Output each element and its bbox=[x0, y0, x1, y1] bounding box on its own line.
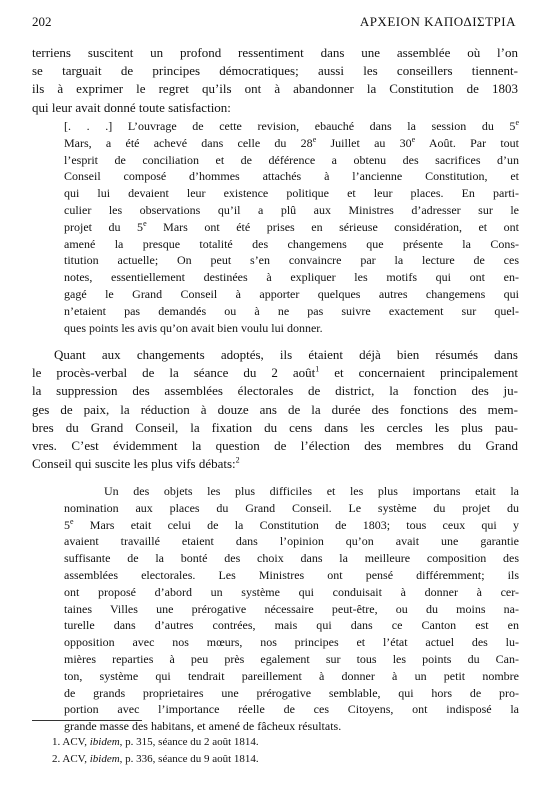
body-paragraph bbox=[32, 346, 518, 473]
text-line: ils à exprimer le regret qu’ils ont à abandonner la Constitution de 1803 bbox=[32, 81, 518, 97]
footnote-ref-2: 2 bbox=[235, 455, 240, 465]
page-header bbox=[32, 14, 516, 32]
text-line: amené la presque totalité des changemens que présente la Cons- bbox=[64, 236, 519, 251]
text-line: projet du 5e Mars ont été prises en sérieuse considération, et ont bbox=[64, 218, 519, 234]
text-line: terriens suscitent un profond ressentiment dans une assemblée où l’on bbox=[32, 45, 518, 60]
page-number: 202 bbox=[32, 14, 52, 29]
text-line: titution actuelle; On peut s’en convaincre par la lecture de ces bbox=[64, 253, 519, 268]
text-line: portion avec l’importance réelle de ces Citoyens, ont indisposé la bbox=[64, 702, 519, 717]
text-line: grande masse des habitans, et amené de fâcheux résultats. bbox=[64, 719, 342, 734]
text-line: Conseil qui suscite les plus vifs débats:$^2$ bbox=[32, 455, 240, 472]
text-line: turelle dans d’autres contrées, mais qui dans ce Canton est en bbox=[64, 618, 519, 633]
text-line: notes, essentiellement destinées à expliquer les motifs qui ont en- bbox=[64, 270, 519, 285]
text-line: Quant aux changements adoptés, ils étaient déjà bien résumés dans bbox=[54, 347, 518, 362]
text-line: taines Villes une prérogative nécessaire peut-être, ou du moins na- bbox=[64, 601, 519, 616]
footnote-ref-1: 1 bbox=[315, 364, 320, 374]
text-line: ton, système qui tendrait pareillement à donner à un petit nombre bbox=[64, 668, 519, 683]
text-line: culier les observations qu’il a plû aux Ministres d’adresser sur le bbox=[64, 202, 519, 217]
text-line: gagé le Grand Conseil à apporter quelques autres changemens qui bbox=[64, 286, 519, 301]
text-line: Un des objets les plus difficiles et les plus importans etait la bbox=[104, 484, 519, 498]
running-title: ΑΡΧΕΙΟΝ ΚΑΠΟΔΙΣΤΡΙΑ bbox=[359, 14, 516, 29]
text-line: ges de paix, la réduction à douze ans de la durée des fonctions des mem- bbox=[32, 401, 518, 417]
text-line: assemblées electorales. Les Ministres ont pensé différemment; ils bbox=[64, 567, 519, 582]
text-line: n’etaient pas demandés ou à ne pas suivre exactement sur quel- bbox=[64, 303, 519, 318]
text-line: 5e Mars etait celui de la Constitution de 1803; tous ceux qui y bbox=[64, 516, 519, 532]
text-line: avaient travaillé etaient dans l’opinion qu’on avait une garantie bbox=[64, 534, 519, 549]
block-quote-1 bbox=[64, 118, 519, 336]
text-line: qui leur avait donné toute satisfaction: bbox=[32, 99, 231, 115]
text-line: Conseil composé d’hommes attachés à l’ancienne Constitution, et bbox=[64, 169, 519, 184]
text-line: Mars, a été achevé dans celle du 28e Juillet au 30e Août. Par tout bbox=[64, 134, 519, 150]
text-line: ques points les avis qu’on avait bien voulu lui donner. bbox=[64, 320, 323, 335]
footnotes bbox=[52, 734, 492, 768]
footnote-divider bbox=[32, 720, 142, 721]
text-line: [. . .] L’ouvrage de cette revision, ebauché dans la session du 5e bbox=[64, 118, 519, 133]
intro-paragraph bbox=[32, 44, 518, 117]
text-line: suffisante de la bonté des choix dans la meilleure composition des bbox=[64, 551, 519, 566]
text-line: mières reparties à peu près egalement sur tous les points du Can- bbox=[64, 651, 519, 666]
text-line: nomination aux places du Grand Conseil. Le système du projet du bbox=[64, 500, 519, 515]
block-quote-2 bbox=[64, 483, 519, 735]
text-line: la suppression des assemblées électorales de district, la fonction des ju- bbox=[32, 383, 518, 399]
text-line: vres. C’est évidemment la question de l’élection des membres du Grand bbox=[32, 438, 518, 454]
text-line: se targuait de principes démocratiques; aussi les conseillers tiennent- bbox=[32, 63, 518, 79]
text-line: l’esprit de conciliation et de déférence a obtenu des sacrifices d’un bbox=[64, 152, 519, 167]
text-line: qui lui devaient leur existence politique et leur places. En parti- bbox=[64, 186, 519, 201]
text-line: ont proposé d’abord un système qui conduisait à donner à cer- bbox=[64, 584, 519, 599]
text-line: le procès-verbal de la séance du 2 août$^1$ et concernaient principalement bbox=[32, 364, 518, 381]
text-line: de grands proprietaires une prérogative semblable, qui hors de pro- bbox=[64, 685, 519, 700]
text-line: opposition avec nos mœurs, nos principes et l’état actuel des lu- bbox=[64, 635, 519, 650]
text-line: bres du Grand Conseil, la fixation du cens dans les cercles les plus pau- bbox=[32, 419, 518, 435]
footnote-2: 2. ACV, ibidem, p. 336, séance du 9 août 1814. bbox=[52, 753, 259, 765]
footnote-1: 1. ACV, ibidem, p. 315, séance du 2 août 1814. bbox=[52, 736, 259, 748]
